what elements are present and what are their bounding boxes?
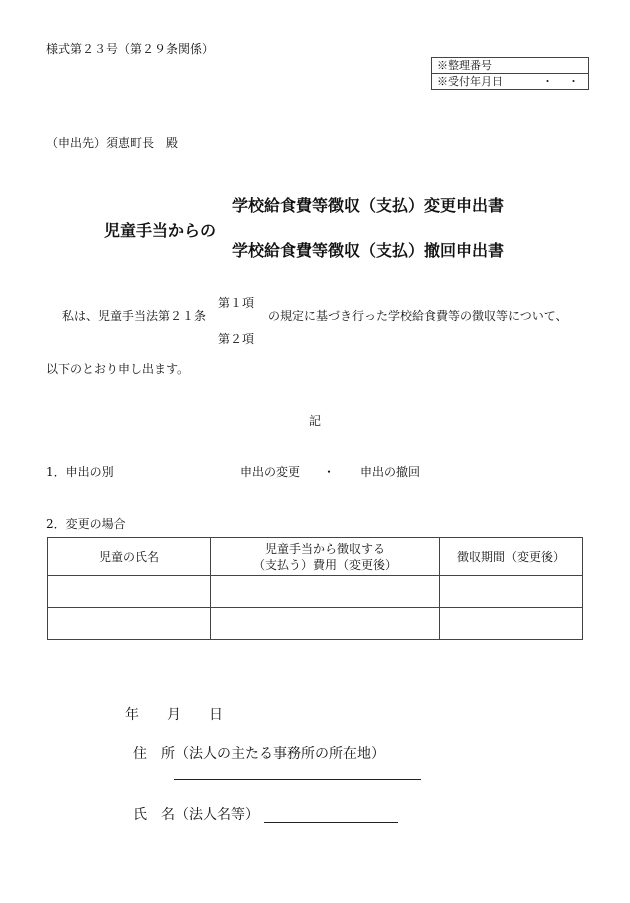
choice-separator: ・: [323, 465, 336, 479]
receipt-ref-row: [432, 58, 588, 74]
address-line[interactable]: [174, 779, 421, 780]
receipt-date-dots: ・ ・: [542, 75, 581, 88]
col-header-cost-line-1: 児童手当から徴収する: [264, 541, 385, 556]
signature-date[interactable]: 年 月 日: [125, 707, 223, 723]
cell-cost[interactable]: [211, 576, 440, 608]
addressee: （申出先）須恵町長 殿: [46, 136, 179, 150]
receipt-ref-label: ※整理番号: [437, 59, 492, 72]
name-label: 氏 名（法人名等）: [133, 807, 259, 823]
ki-heading: 記: [309, 414, 322, 428]
form-number: 様式第２３号（第２９条関係）: [46, 42, 215, 56]
receipt-date-label: ※受付年月日: [437, 75, 503, 88]
choice-withdraw[interactable]: 申出の撤回: [360, 465, 421, 479]
table-row: [48, 576, 583, 608]
col-header-period: 徴収期間（変更後）: [440, 538, 583, 576]
statement-after: の規定に基づき行った学校給食費等の徴収等について、: [268, 309, 568, 323]
change-table: [47, 537, 583, 640]
cell-cost[interactable]: [211, 608, 440, 640]
choice-change[interactable]: 申出の変更: [240, 465, 301, 479]
statement-option-1: 第１項: [218, 296, 255, 310]
title-change: 学校給食費等徴収（支払）変更申出書: [232, 196, 505, 215]
section-1-label: 1．申出の別: [46, 465, 114, 479]
address-label: 住 所（法人の主たる事務所の所在地）: [133, 746, 385, 762]
name-line[interactable]: [264, 822, 398, 823]
cell-child-name[interactable]: [48, 576, 211, 608]
col-header-cost-line-2: （支払う）費用（変更後）: [252, 557, 397, 572]
cell-period[interactable]: [440, 576, 583, 608]
receipt-box: [431, 57, 589, 90]
table-header-row: [48, 538, 583, 576]
table-row: [48, 608, 583, 640]
title-prefix: 児童手当からの: [104, 221, 217, 240]
cell-period[interactable]: [440, 608, 583, 640]
statement-line-2: 以下のとおり申し出ます。: [46, 362, 190, 376]
col-header-child-name: 児童の氏名: [48, 538, 211, 576]
statement-before: 私は、児童手当法第２１条: [62, 309, 207, 323]
cell-child-name[interactable]: [48, 608, 211, 640]
col-header-cost: [211, 538, 440, 576]
receipt-date-row: [432, 74, 588, 89]
statement-option-2: 第２項: [218, 332, 255, 346]
section-2-label: 2．変更の場合: [46, 517, 126, 531]
title-withdraw: 学校給食費等徴収（支払）撤回申出書: [232, 241, 505, 260]
